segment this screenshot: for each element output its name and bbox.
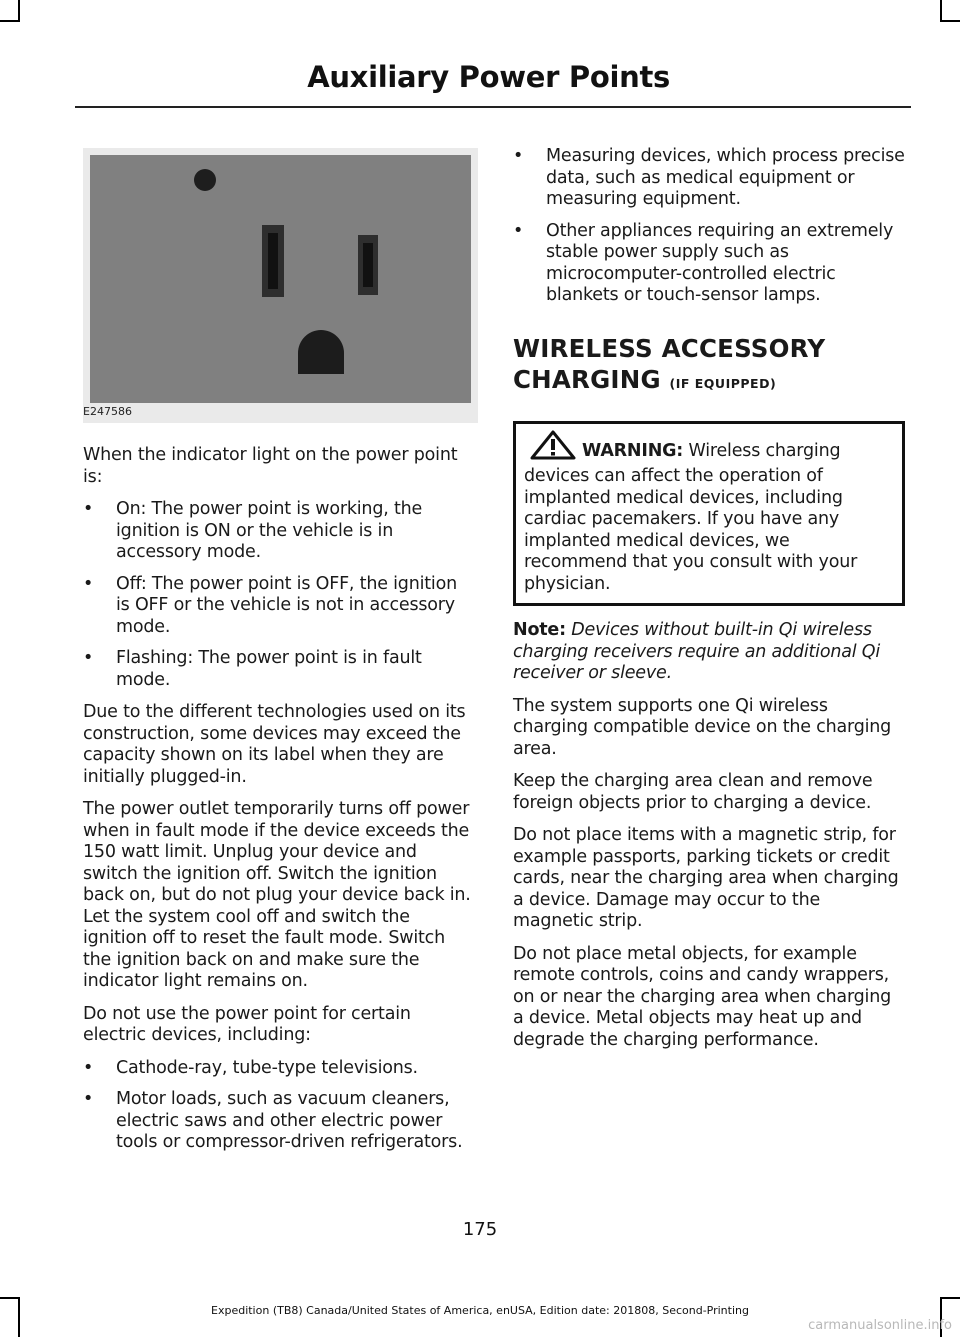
list-item: • Motor loads, such as vacuum cleaners, electric saws and other electric power tools or compressor-driven refrigerators. — [83, 1089, 463, 1152]
crop-mark — [0, 1297, 20, 1299]
note: Note: Devices without built-in Qi wireless charging receivers require an additional Qi receiver or sleeve. — [513, 620, 881, 683]
paragraph: Due to the different technologies used on its construction, some devices may exceed the capacity shown on its label when they are initially plugged-in. — [83, 702, 466, 787]
outlet-slot-right — [358, 235, 378, 295]
devices-list-continued — [513, 146, 905, 307]
ground-hole-icon — [298, 330, 344, 374]
header-rule — [75, 106, 911, 108]
paragraph: Do not use the power point for certain electric devices, including: — [83, 1003, 411, 1045]
list-item: • Flashing: The power point is in fault mode. — [83, 648, 422, 690]
watermark: carmanualsonline.info — [808, 1318, 952, 1333]
power-outlet-figure — [83, 148, 478, 423]
indicator-light-icon — [194, 169, 216, 191]
crop-mark — [18, 1297, 20, 1337]
paragraph: Keep the charging area clean and remove foreign objects prior to charging a device. — [513, 771, 873, 813]
list-item: • Cathode-ray, tube-type televisions. — [83, 1057, 418, 1078]
warning-label: WARNING: — [582, 440, 684, 461]
indicator-states-list — [83, 499, 475, 691]
outlet-slot-left — [262, 225, 284, 297]
crop-mark — [940, 0, 942, 22]
warning-box — [513, 421, 905, 607]
list-item: • Off: The power point is OFF, the ignition is OFF or the vehicle is not in accessory mode. — [83, 573, 457, 637]
crop-mark — [18, 0, 20, 22]
list-item: • Other appliances requiring an extremely stable power supply such as microcomputer-controlled electric blankets or touch-sensor lamps. — [513, 220, 894, 305]
edition-footer: Expedition (TB8) Canada/United States of America, enUSA, Edition date: 201808, Second-Printing — [211, 1304, 749, 1317]
paragraph: Do not place metal objects, for example remote controls, coins and candy wrappers, on or near the charging area when charging a device. Metal objects may heat up and degrade the charging performance. — [513, 943, 892, 1050]
section-heading: WIRELESS ACCESSORY CHARGING (IF EQUIPPED) — [513, 333, 826, 394]
paragraph: The power outlet temporarily turns off power when in fault mode if the device exceeds the 150 watt limit. Unplug your device and switch the ignition off. Switch the ignition back on, but do not plug your device back in. Let the system cool off and switch the ignition off to reset the fault mode. Switch the ignition back on and make sure the indicator light remains on. — [83, 799, 471, 991]
right-column — [513, 146, 905, 1062]
paragraph: Do not place items with a magnetic strip, for example passports, parking tickets or credit cards, near the charging area when charging a device. Damage may occur to the magnetic strip. — [513, 825, 899, 931]
left-column — [83, 118, 475, 1165]
power-outlet-icon — [90, 155, 471, 403]
paragraph: The system supports one Qi wireless charging compatible device on the charging area. — [513, 695, 892, 759]
list-item: • Measuring devices, which process precise data, such as medical equipment or measuring equipment. — [513, 146, 905, 209]
warning-triangle-icon — [530, 430, 576, 467]
page-number: 175 — [462, 1219, 498, 1240]
crop-mark — [940, 1297, 960, 1299]
crop-mark — [940, 20, 960, 22]
page-title: Auxiliary Power Points — [307, 60, 670, 94]
figure-code: E247586 — [83, 405, 132, 418]
crop-mark — [0, 20, 20, 22]
indicator-intro: When the indicator light on the power point is: — [83, 445, 458, 487]
devices-list — [83, 1058, 475, 1154]
warning-text: Wireless charging devices can affect the operation of implanted medical devices, including cardiac pacemakers. If you have any implanted medical devices, we recommend that you consult with your physician. — [524, 440, 858, 594]
list-item: • On: The power point is working, the ignition is ON or the vehicle is in accessory mode. — [83, 499, 423, 562]
